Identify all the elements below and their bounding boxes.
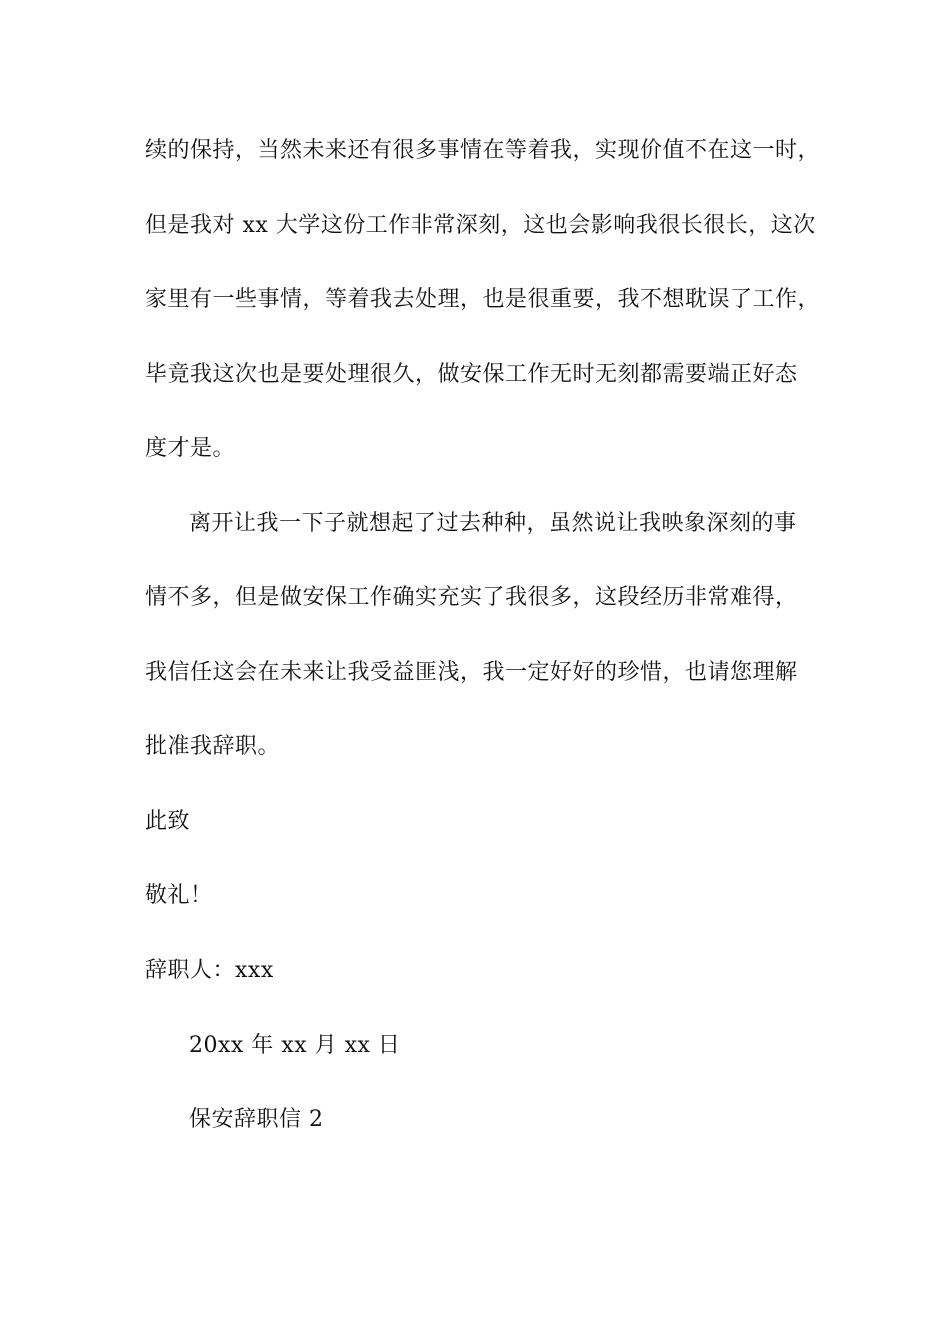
salute-text: 敬礼！ xyxy=(145,883,213,908)
paragraph-1-line-3: 家里有一些事情，等着我去处理，也是很重要，我不想耽误了工作， xyxy=(145,287,821,312)
paragraph-2-line-4: 批准我辞职。 xyxy=(145,734,281,759)
paragraph-2-line-3: 我信任这会在未来让我受益匪浅，我一定好好的珍惜，也请您理解 xyxy=(145,660,798,685)
date-text: 20xx 年 xx 月 xx 日 xyxy=(189,1033,401,1058)
next-letter-title: 保安辞职信 2 xyxy=(189,1107,324,1132)
paragraph-1-line-5: 度才是。 xyxy=(145,436,236,461)
paragraph-1-line-2: 但是我对 xx 大学这份工作非常深刻，这也会影响我很长很长，这次 xyxy=(145,213,816,238)
paragraph-2-line-2: 情不多，但是做安保工作确实充实了我很多，这段经历非常难得， xyxy=(145,585,798,610)
paragraph-1-line-1: 续的保持，当然未来还有很多事情在等着我，实现价值不在这一时， xyxy=(145,138,821,163)
paragraph-2-line-1: 离开让我一下子就想起了过去种种，虽然说让我映象深刻的事 xyxy=(189,511,797,536)
signature-text: 辞职人：xxx xyxy=(145,958,274,983)
paragraph-1-line-4: 毕竟我这次也是要处理很久，做安保工作无时无刻都需要端正好态 xyxy=(145,362,798,387)
closing-text: 此致 xyxy=(145,809,191,834)
